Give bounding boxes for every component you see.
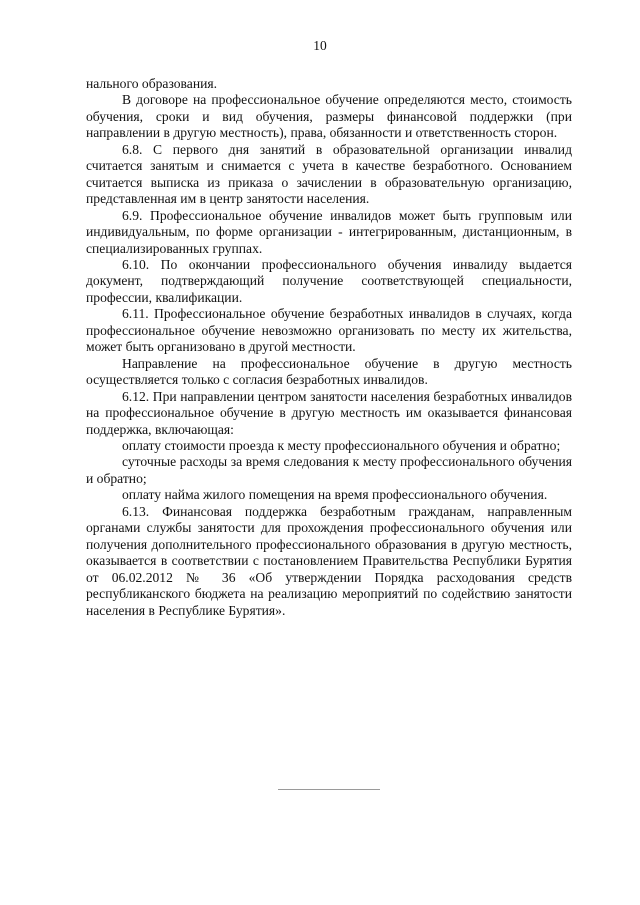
end-separator-line [278,789,380,790]
paragraph: суточные расходы за время следования к месту профессионального обучения и обратно; [86,454,572,486]
paragraph: 6.8. С первого дня занятий в образовательной организации инвалид считается занятым и снимается с учета в качестве безработного. Основанием считается выписка из приказа о зачислении в образовательную организацию, представленная им в центр занятости населения. [86,141,572,207]
document-body [86,76,572,619]
paragraph: 6.10. По окончании профессионального обучения инвалиду выдается документ, подтверждающий получение соответствующей специальности, профессии, квалификации. [86,256,572,305]
page-number: 10 [313,38,327,53]
paragraph: 6.12. При направлении центром занятости населения безработных инвалидов на профессиональное обучение в другую местность им оказывается финансовая поддержка, включающая: [86,388,572,437]
paragraph: 6.9. Профессиональное обучение инвалидов может быть групповым или индивидуальным, по форме организации - интегрированным, дистанционным, в специализированных группах. [86,207,572,256]
paragraph: Направление на профессиональное обучение в другую местность осуществляется только с согласия безработных инвалидов. [86,355,572,388]
paragraph: оплату стоимости проезда к месту профессионального обучения и обратно; [122,437,561,453]
paragraph: нального образования. [86,76,218,91]
paragraph: В договоре на профессиональное обучение определяются место, стоимость обучения, сроки и вид обучения, размеры финансовой поддержки (при направлении в другую местность), права, обязанности и ответственность сторон. [86,92,572,141]
paragraph: 6.11. Профессиональное обучение безработных инвалидов в случаях, когда профессиональное обучение невозможно организовать по месту их жительства, может быть организовано в другой местности. [86,306,572,355]
paragraph: оплату найма жилого помещения на время профессионального обучения. [122,487,548,503]
paragraph: 6.13. Финансовая поддержка безработным гражданам, направленным органами службы занятости для прохождения профессионального обучения или получения дополнительного профессионального образования в другую местность, оказывается в соответствии с постановлением Правительства Республики Бурятия от 06.02.2012 № 36 «Об утверждении Порядка расходования средств республиканского бюджета на реализацию мероприятий по содействию занятости населения в Республике Бурятия». [86,503,572,618]
